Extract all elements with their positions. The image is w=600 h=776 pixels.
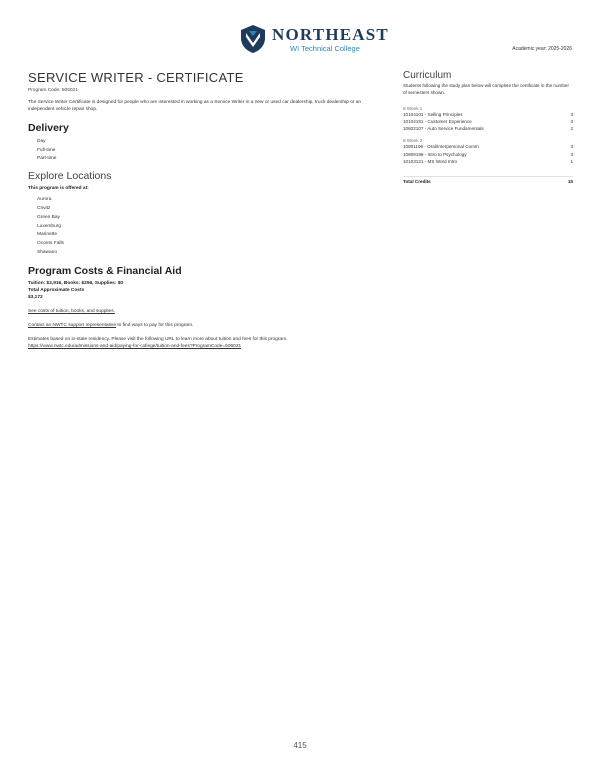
course-title: 10104101 - Selling Principles: [403, 111, 463, 117]
course-title: 10602107 - Auto Service Fundamentals: [403, 126, 484, 132]
academic-year: Academic year: 2025-2026: [512, 46, 572, 52]
tuition-url-link[interactable]: https://www.nwtc.edu/admissions-and-aid/paying-for-college/tuition-and-fees?ProgramCode=506021: [28, 344, 242, 350]
see-costs-link[interactable]: See costs of tuition, books, and supplies.: [28, 308, 115, 314]
list-item: Marinette: [37, 232, 57, 238]
course-row: [403, 143, 573, 150]
course-row: [403, 151, 573, 158]
tuition-line: Tuition: $2,916, Books: $256, Supplies: $0: [28, 280, 124, 286]
program-code: Program Code: 506021: [28, 88, 78, 93]
list-item: Green Bay: [37, 214, 60, 220]
estimates-text: Estimates based on in-state residency. Please visit the following URL to learn more about tuition and fees for this program.: [28, 337, 288, 343]
course-title: 10801196 - Oral/Interpersonal Comm: [403, 144, 479, 150]
logo-name: NORTHEAST: [272, 24, 389, 44]
page-number: 415: [293, 741, 307, 750]
term-label: 8 Week 2: [403, 138, 423, 144]
list-item: Aurora: [37, 197, 52, 203]
total-credits-label: Total Credits: [403, 179, 431, 184]
course-credits: 3: [570, 118, 573, 124]
course-title: 10104191 - Customer Experience: [403, 118, 472, 124]
curriculum-column: [403, 70, 573, 184]
course-credits: 3: [570, 144, 573, 150]
divider: [403, 176, 573, 177]
course-row: [403, 125, 573, 132]
locations-intro: This program is offered at:: [28, 186, 89, 192]
total-credits-value: 15: [567, 179, 573, 184]
course-credits: 3: [570, 111, 573, 117]
delivery-list: [28, 138, 378, 164]
delivery-heading: Delivery: [28, 121, 69, 134]
list-item: Crivitz: [37, 206, 51, 212]
college-logo[interactable]: [240, 24, 389, 54]
contact-rest-text: to find ways to pay for this program.: [115, 323, 194, 328]
total-costs-label: Total Approximate Costs: [28, 287, 85, 293]
course-credits: 1: [570, 158, 573, 164]
course-title: 10103121 - MS Word Intro: [403, 158, 458, 164]
costs-heading: Program Costs & Financial Aid: [28, 264, 182, 277]
list-item: Day: [37, 138, 46, 144]
contact-support-link[interactable]: Contact an NWTC support representative: [28, 323, 116, 328]
curriculum-heading: Curriculum: [403, 70, 452, 81]
course-credits: 3: [570, 151, 573, 157]
locations-list: [28, 196, 378, 258]
curriculum-intro: Students following the study plan below will complete the certificate in the number of semesters shown.: [403, 83, 569, 95]
program-column: [28, 70, 378, 351]
shield-logo-icon: [240, 24, 266, 54]
logo-subtitle: WI Technical College: [290, 43, 360, 53]
locations-heading: Explore Locations: [28, 170, 112, 183]
program-title: SERVICE WRITER - CERTIFICATE: [28, 70, 244, 85]
list-item: Full-time: [37, 147, 56, 153]
term-label: 8 Week 1: [403, 105, 423, 111]
course-row: [403, 118, 573, 125]
list-item: Luxemburg: [37, 223, 61, 229]
page-header: [0, 0, 600, 60]
course-credits: 2: [570, 126, 573, 132]
course-row: [403, 158, 573, 165]
list-item: Part-time: [37, 156, 57, 162]
course-row: [403, 111, 573, 118]
list-item: Oconto Falls: [37, 241, 64, 247]
contact-paragraph: [28, 322, 378, 329]
program-description: The Service Writer Certificate is designed for people who are interested in working as a Service Writer in a new or used car dealership, truck dealership or an independent vehicle repair shop.: [28, 100, 362, 113]
list-item: Shawano: [37, 250, 58, 256]
total-costs-value: $3,172: [28, 294, 43, 300]
course-title: 10809198 - Intro to Psychology: [403, 151, 467, 157]
total-credits-row: [403, 179, 573, 184]
